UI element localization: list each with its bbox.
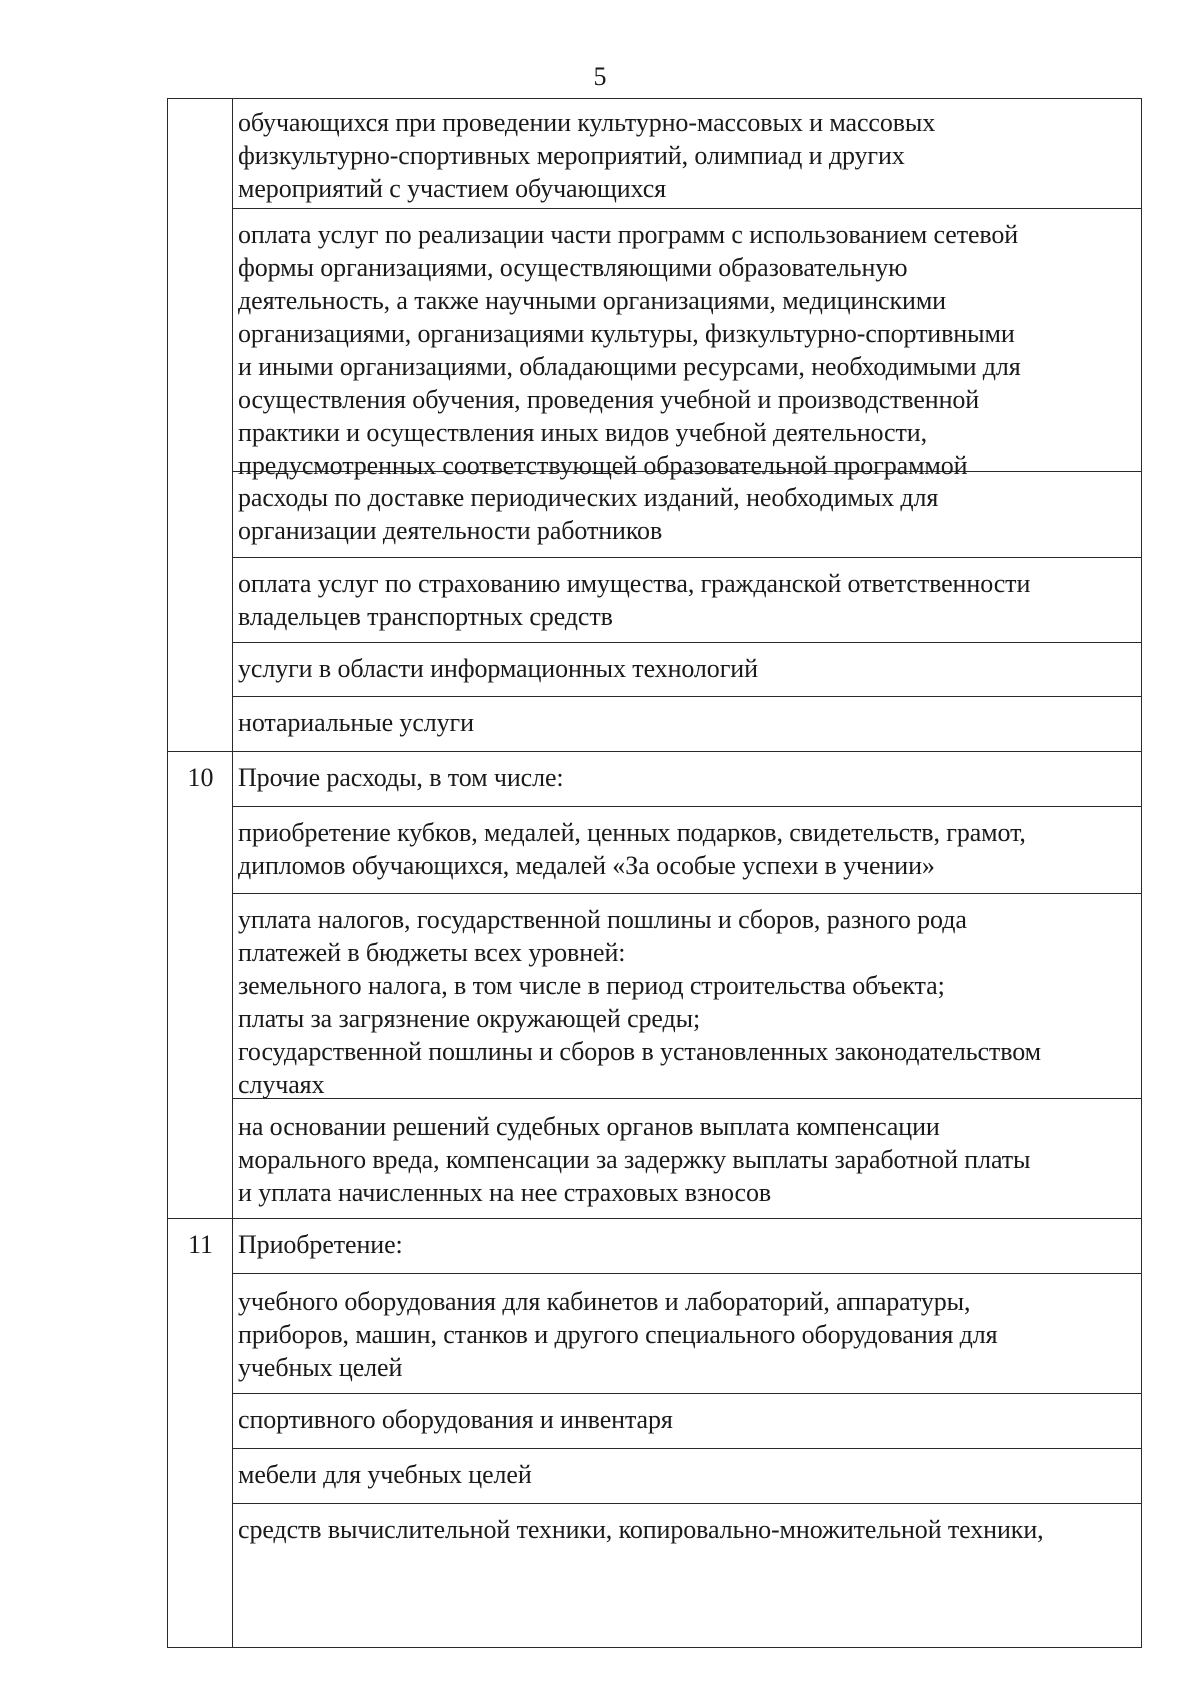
table-row (168, 642, 1141, 696)
row-text: спортивного оборудования и инвентаря (238, 1405, 673, 1434)
expenses-table (167, 98, 1142, 1648)
row-text: нотариальные услуги (238, 708, 474, 737)
row-text: оплата услуг по реализации части программ с использованием сетевой формы организациями, осуществляющими образовательную деятельность, а также научными организациями, медицинскими организациями, организациями культуры, физкультурно-спортивными и иными организациями, обладающими ресурсами, необходимыми для осуществления обучения, проведения учебной и производственной практики и осуществления иных видов учебной деятельности, предусмотренных соответствующей образовательной программой (238, 220, 1021, 480)
table-row (168, 751, 1141, 806)
table-row (168, 471, 1141, 557)
row-text: учебного оборудования для кабинетов и лабораторий, аппаратуры, приборов, машин, станков и другого специального оборудования для учебных целей (238, 1287, 998, 1382)
row-text: Прочие расходы, в том числе: (238, 763, 564, 792)
table-row (168, 208, 1141, 480)
table-row (168, 99, 1141, 208)
table-row (168, 806, 1141, 893)
row-text: обучающихся при проведении культурно-массовых и массовых физкультурно-спортивных мероприятий, олимпиад и других мероприятий с участием обучающихся (238, 108, 936, 203)
table-row (168, 1273, 1141, 1393)
table-row (168, 696, 1141, 751)
row-text: на основании решений судебных органов выплата компенсации морального вреда, компенсации за задержку выплаты заработной платы и уплата начисленных на нее страховых взносов (238, 1112, 1031, 1207)
row-text: мебели для учебных целей (238, 1460, 532, 1489)
row-text: средств вычислительной техники, копировально-множительной техники, (238, 1515, 1044, 1544)
row-number: 10 (187, 763, 214, 792)
row-text: Приобретение: (238, 1230, 403, 1259)
row-text: оплата услуг по страхованию имущества, гражданской ответственности владельцев транспортных средств (238, 569, 1031, 631)
row-text: услуги в области информационных технологий (238, 654, 758, 683)
page-number: 5 (593, 62, 607, 91)
row-number: 11 (187, 1230, 214, 1259)
table-row (168, 893, 1141, 1098)
table-row (168, 1098, 1141, 1218)
table-row (168, 1448, 1141, 1503)
table-row (168, 557, 1141, 642)
table-row (168, 1393, 1141, 1448)
row-text: приобретение кубков, медалей, ценных подарков, свидетельств, грамот, дипломов обучающихся, медалей «За особые успехи в учении» (238, 818, 1026, 880)
row-text: уплата налогов, государственной пошлины и сборов, разного рода платежей в бюджеты всех уровней: земельного налога, в том числе в период строительства объекта; платы за загрязнение окружающей среды; государственной пошлины и сборов в установленных законодательством случаях (238, 905, 1041, 1099)
table-row (168, 1503, 1141, 1649)
row-text: расходы по доставке периодических изданий, необходимых для организации деятельности работников (238, 483, 939, 545)
table-row (168, 1218, 1141, 1273)
